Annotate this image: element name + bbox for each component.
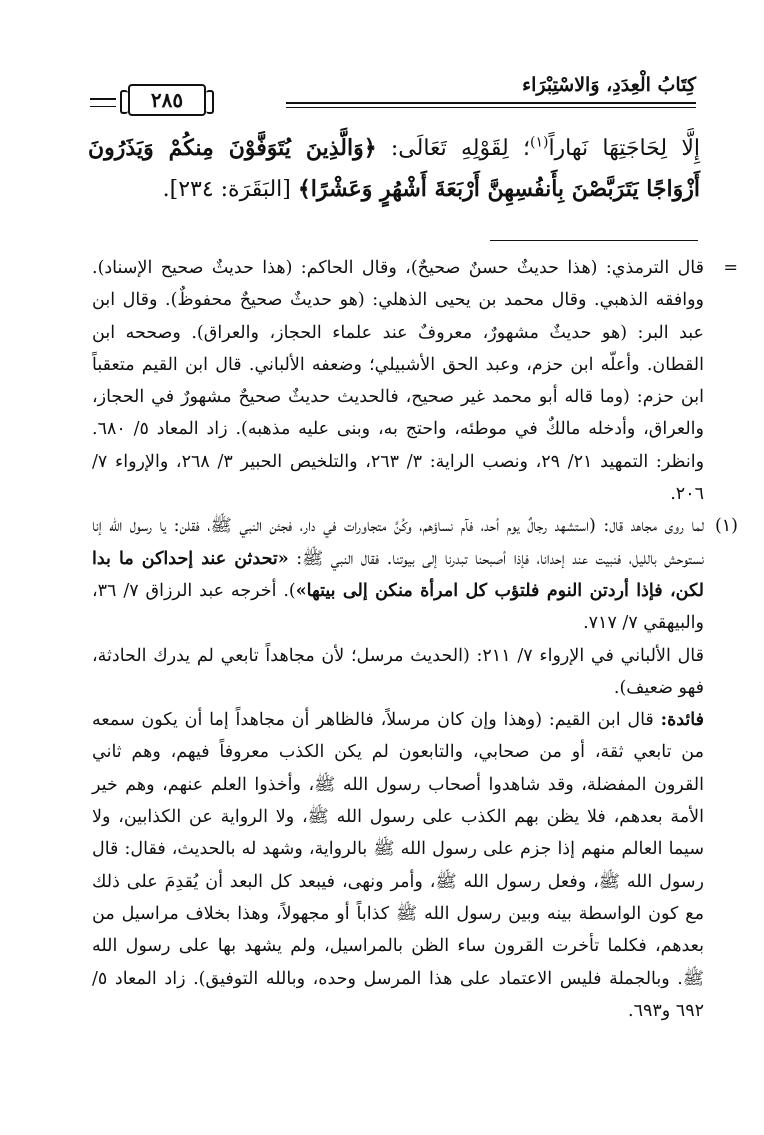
footnote-marker: (١) (714, 516, 738, 537)
footnote-separator (490, 240, 698, 241)
book-title: كِتَابُ الْعِدَدِ، وَالاسْتِبْرَاء (522, 74, 696, 96)
footnote-text: قال الترمذي: (هذا حديثٌ حسنٌ صحيحٌ)، وقال الحاكم: (هذا حديثٌ صحيح الإسناد). ووافقه الذهبي. وقال محمد بن يحيى الذهلي: (هو حديثٌ صحيحٌ محفوظٌ). وقال ابن عبد البر: (هو حديثٌ مشهورٌ، معروفٌ عند علماء الحجاز، والعراق). وصححه ابن القطان. وأعلّه ابن حزم، وعبد الحق الأشبيلي؛ وضعفه الألباني. قال ابن القيم متعقباً ابن حزم: (وما قاله أبو محمد غير صحيح، فالحديث حديثٌ صحيحٌ مشهورٌ في الحجاز، والعراق، وأدخله مالكٌ في موطئه، واحتج به، وبنى عليه مذهبه). زاد المعاد ٥/ ٦٨٠. وانظر: التمهيد ٢١/ ٢٩، ونصب الراية: ٣/ ٢٦٣، والتلخيص الحبير ٣/ ٢٦٨، والإرواء ٧/ ٢٠٦. (92, 258, 705, 505)
footnotes (92, 252, 738, 1027)
albani-grading: قال الألباني في الإرواء ٧/ ٢١١: (الحديث مرسل؛ لأن مجاهداً تابعي لم يدرك الحادثة، فهو ضعيف). (92, 645, 704, 698)
page-header (90, 74, 696, 114)
page-number: ٢٨٥ (128, 84, 206, 116)
main-text-continuation: ؛ لِقَوْلِهِ تَعَالَى: (376, 136, 530, 161)
faida-text: قال ابن القيم: (وهذا وإن كان مرسلاً، فالظاهر أن مجاهداً إما أن يكون سمعه من تابعي ثقة، أو من صحابي، والتابعون لم يكن الكذب معروفاً فيهم، وهم ثاني القرون المفضلة، وقد شاهدوا أصحاب رسول الله ﷺ، وأخذوا العلم عنهم، وهم خير الأمة بعدهم، فلا يظن بهم الكذب على رسول الله ﷺ، ولا الرواية عن الكذابين، ولا سيما العالم منهم إذا جزم على رسول الله ﷺ بالرواية، وشهد له بالحديث، فقال: قال رسول الله ﷺ، وفعل رسول الله ﷺ، وأمر ونهى، فيبعد كل البعد أن يُقدِمَ على ذلك مع كون الواسطة بينه وبين رسول الله ﷺ كذاباً أو مجهولاً، وهذا بخلاف مراسيل من بعدهم، فكلما تأخرت القرون ساء الظن بالمراسيل، ولم يشهد بها على رسول الله ﷺ. وبالجملة فليس الاعتماد على هذا المرسل وحده، وبالله التوفيق). زاد المعاد ٥/ ٦٩٢ و٦٩٣. (92, 710, 704, 1021)
main-text-line: إِلَّا لِحَاجَتِهَا نَهاراً (548, 136, 701, 161)
main-text (88, 128, 700, 210)
header-rule (286, 102, 696, 104)
footnote-1 (92, 510, 738, 1027)
faida-label: فائدة: (660, 710, 704, 731)
footnote-hadith (92, 510, 704, 639)
header-rule-thin (286, 107, 696, 108)
hadith-quote: «تحدثن عند إحداكن ما بدا لكن، فإذا أردتن النوم فلتؤب كل امرأة منكن إلى بيتها» (92, 548, 704, 601)
header-ornament-dash (90, 98, 116, 107)
footnote-continued (92, 252, 738, 510)
verse-citation: [البَقَرَة: ٢٣٤]. (162, 177, 298, 202)
faida-paragraph (92, 704, 704, 1027)
hadith-text: لما روى مجاهد قال: (استشهد رجالٌ يوم أحد، فآم نساؤهم، وكُنَّ متجاورات في دار، فجئن النبي ﷺ، فقلن: يا رسول الله إنا نستوحش بالليل، فنبيت عند إحدانا، فإذا أصبحنا تبدرنا إلى بيوتنا. فقال النبي ﷺ: (92, 516, 704, 569)
footnote-reference: (١) (529, 134, 549, 151)
hadith-source: ). أخرجه عبد الرزاق ٧/ ٣٦، والبيهقي ٧/ ٧١٧. (92, 580, 704, 634)
footnote-marker: = (723, 258, 738, 278)
quran-verse: ﴿وَالَّذِينَ يُتَوَفَّوْنَ مِنكُمْ وَيَذَرُونَ أَزْوَاجًا يَتَرَبَّصْنَ بِأَنفُسِهِنَّ أَرْبَعَةَ أَشْهُرٍ وَعَشْرًا﴾ (88, 135, 700, 202)
